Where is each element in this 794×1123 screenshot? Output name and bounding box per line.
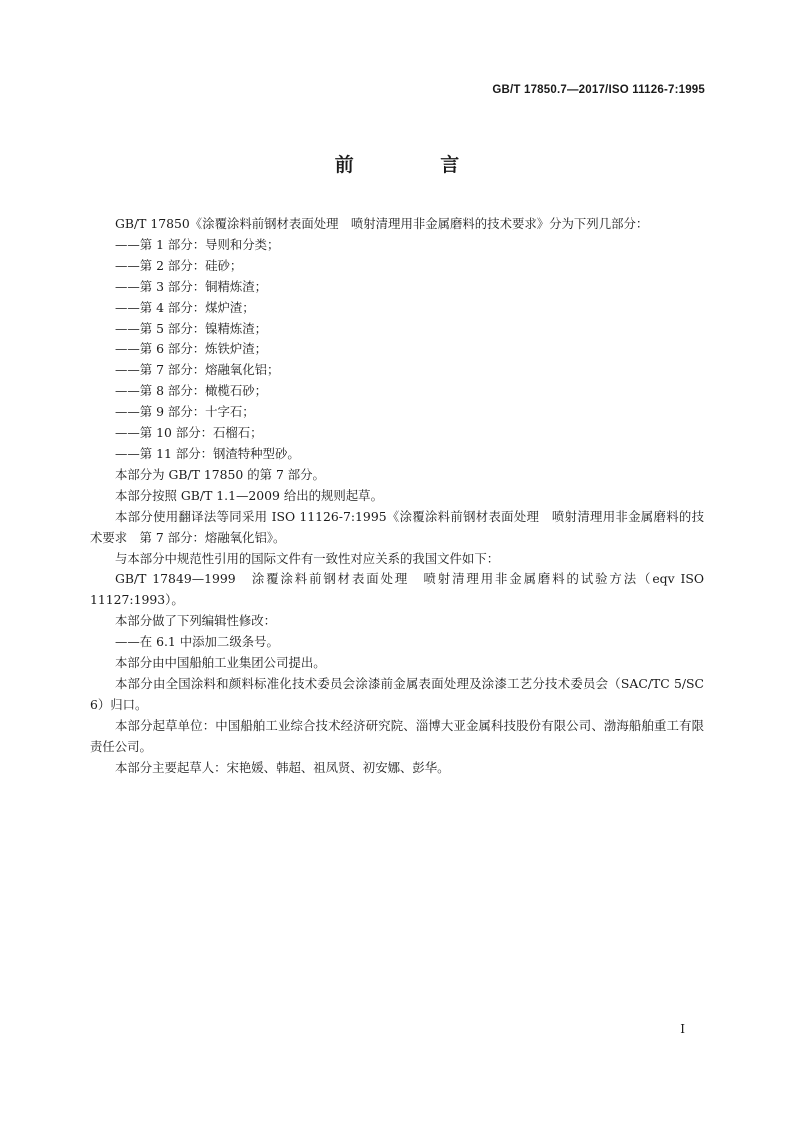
paragraph-responsible-committee: 本部分由全国涂料和颜料标准化技术委员会涂漆前金属表面处理及涂漆工艺分技术委员会（SAC/TC 5/SC 6）归口。 — [90, 675, 704, 712]
preface-body — [90, 214, 704, 778]
list-item-part-10: ——第 10 部分：石榴石； — [115, 425, 263, 441]
paragraph-reference-standard: GB/T 17849—1999 涂覆涂料前钢材表面处理 喷射清理用非金属磨料的试验方法（eqv ISO 11127:1993）。 — [90, 571, 704, 608]
list-item-part-3: ——第 3 部分：铜精炼渣； — [115, 278, 268, 294]
list-item-part-7: ——第 7 部分：熔融氧化铝； — [115, 362, 280, 378]
list-item-part-1: ——第 1 部分：导则和分类； — [115, 236, 280, 252]
page-title: 前 言 — [334, 154, 500, 176]
list-item-part-11: ——第 11 部分：钢渣特种型砂。 — [115, 445, 300, 461]
paragraph-adoption: 本部分使用翻译法等同采用 ISO 11126-7:1995《涂覆涂料前钢材表面处理 喷射清理用非金属磨料的技术要求 第 7 部分：熔融氧化铝》。 — [90, 508, 704, 545]
paragraph-proposed-by: 本部分由中国船舶工业集团公司提出。 — [115, 655, 326, 671]
list-item-part-9: ——第 9 部分：十字石； — [115, 404, 255, 420]
list-item-part-6: ——第 6 部分：炼铁炉渣； — [115, 341, 268, 357]
list-item-editorial-change: ——在 6.1 中添加二级条号。 — [115, 634, 279, 650]
paragraph-drafting-units: 本部分起草单位：中国船舶工业综合技术经济研究院、淄博大亚金属科技股份有限公司、渤海船舶重工有限责任公司。 — [90, 717, 704, 754]
page-number: I — [680, 1022, 685, 1036]
document-code: GB/T 17850.7—2017/ISO 11126-7:1995 — [492, 84, 705, 96]
paragraph-correspondence: 与本部分中规范性引用的国际文件有一致性对应关系的我国文件如下： — [115, 550, 500, 566]
list-item-part-5: ——第 5 部分：镍精炼渣； — [115, 320, 268, 336]
paragraph-intro: GB/T 17850《涂覆涂料前钢材表面处理 喷射清理用非金属磨料的技术要求》分为下列几部分： — [115, 216, 649, 231]
list-item-part-4: ——第 4 部分：煤炉渣； — [115, 299, 255, 315]
paragraph-drafting-rules: 本部分按照 GB/T 1.1—2009 给出的规则起草。 — [115, 487, 383, 503]
list-item-part-2: ——第 2 部分：硅砂； — [115, 257, 243, 273]
paragraph-editorial-changes: 本部分做了下列编辑性修改： — [115, 613, 277, 629]
paragraph-part-statement: 本部分为 GB/T 17850 的第 7 部分。 — [115, 466, 325, 482]
paragraph-drafters: 本部分主要起草人：宋艳媛、韩超、祖凤贤、初安娜、彭华。 — [115, 759, 450, 775]
list-item-part-8: ——第 8 部分：橄榄石砂； — [115, 383, 268, 399]
